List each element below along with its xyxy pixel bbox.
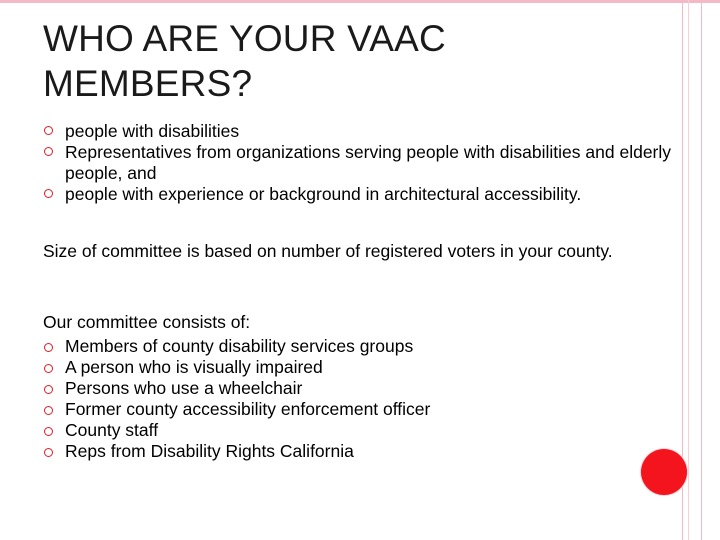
list-item <box>43 184 683 205</box>
list-item-text: Reps from Disability Rights California <box>65 441 354 461</box>
list-item-text: Representatives from organizations serving people with disabilities and elderly people, and <box>65 142 672 183</box>
circle-bullet-icon <box>44 364 53 373</box>
circle-bullet-icon <box>44 406 53 415</box>
circle-bullet-icon <box>44 147 53 156</box>
list-item-text: Former county accessibility enforcement officer <box>65 399 431 419</box>
list-item-text: people with disabilities <box>65 121 240 141</box>
list-item <box>43 336 663 357</box>
list-item <box>43 121 683 142</box>
circle-bullet-icon <box>44 189 53 198</box>
committee-size-note: Size of committee is based on number of registered voters in your county. <box>43 241 613 261</box>
circle-bullet-icon <box>44 448 53 457</box>
list-item-text: Persons who use a wheelchair <box>65 378 303 398</box>
list-item-text: A person who is visually impaired <box>65 357 323 377</box>
list-item <box>43 357 663 378</box>
top-border <box>0 0 720 3</box>
intro-bullet-list <box>43 121 683 205</box>
list-item-text: County staff <box>65 420 159 440</box>
committee-heading: Our committee consists of: <box>43 312 251 332</box>
list-item <box>43 399 663 420</box>
list-item <box>43 441 663 462</box>
slide-title: WHO ARE YOUR VAAC MEMBERS? <box>43 18 446 104</box>
right-border-inner-line <box>688 0 689 540</box>
circle-bullet-icon <box>44 385 53 394</box>
list-item <box>43 378 663 399</box>
right-border-decoration <box>682 0 702 540</box>
circle-bullet-icon <box>44 427 53 436</box>
committee-bullet-list <box>43 336 663 462</box>
list-item-text: people with experience or background in architectural accessibility. <box>65 184 582 204</box>
circle-bullet-icon <box>44 126 53 135</box>
list-item-text: Members of county disability services groups <box>65 336 414 356</box>
red-circle-decoration <box>641 449 687 495</box>
list-item <box>43 142 683 184</box>
circle-bullet-icon <box>44 343 53 352</box>
list-item <box>43 420 663 441</box>
